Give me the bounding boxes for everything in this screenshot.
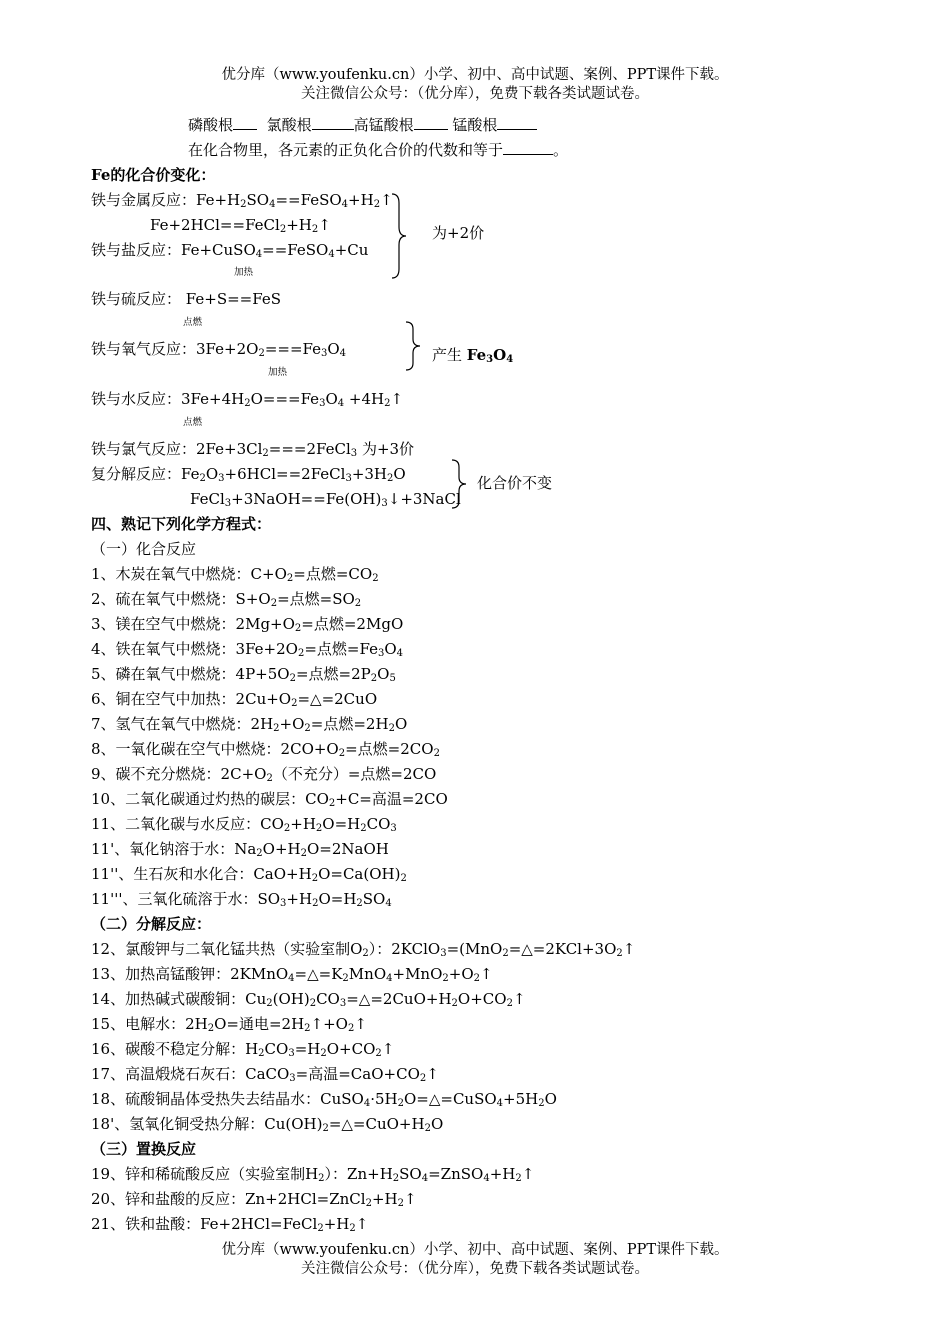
blank <box>233 116 257 130</box>
equation-18a: 18'、氢氧化铜受热分解：$Cu(OH)_2=\triangle=CuO+H_2O$ <box>91 1115 444 1134</box>
brace-icon <box>390 193 408 279</box>
equation-3: 3、镁在空气中燃烧：$2Mg+O_2=$点燃=2MgO <box>91 615 404 634</box>
equation-11b: 11''、生石灰和水化合：$CaO+H_2O=Ca(OH)_2$ <box>91 865 407 884</box>
condition-ignite: 点燃 <box>183 417 203 428</box>
blank <box>414 116 448 130</box>
double-decomposition-label: 复分解反应： <box>91 465 182 483</box>
equation-19: 19、锌和稀硫酸反应（实验室制$H_2$）：$Zn+H_2SO_4=ZnSO_4+H_2↑$ <box>91 1165 535 1184</box>
fe-oxygen-label: 铁与氧气反应： <box>91 340 197 358</box>
equation-11: 11、二氧化碳与水反应：$CO_2+H_2O=H_2CO_3$ <box>91 815 397 834</box>
blank <box>312 116 354 130</box>
header-line-1: 优分库（www.youfenku.cn）小学、初中、高中试题、案例、PPT课件下载。 <box>221 67 729 83</box>
footer-line-1: 优分库（www.youfenku.cn）小学、初中、高中试题、案例、PPT课件下载。 <box>221 1242 729 1258</box>
double-decomposition-2: $FeCl_3+3NaOH==Fe(OH)_3↓+3NaCl$ <box>190 490 461 509</box>
note-produce-fe3o4: 产生 $Fe_3O_4$ <box>432 346 514 365</box>
valence-sum-text: 在化合物里，各元素的正负化合价的代数和等于 <box>188 141 504 159</box>
fe-salt-label: 铁与盐反应： <box>91 241 182 259</box>
radical-manganate: 锰酸根 <box>452 116 498 134</box>
equation-7: 7、氢气在氧气中燃烧：$2H_2+O_2=$点燃$=2H_2O$ <box>91 715 408 734</box>
fe-sulfur-label: 铁与硫反应： <box>91 290 182 308</box>
page-header <box>0 66 950 104</box>
fe-hcl-reaction: $Fe+2HCl==FeCl_2+H_2↑$ <box>150 216 331 235</box>
condition-heat: 加热 <box>234 267 254 278</box>
condition-heat: 加热 <box>268 367 288 378</box>
note-valence-unchanged: 化合价不变 <box>477 474 553 492</box>
radical-phosphate: 磷酸根 <box>188 116 234 134</box>
fe-sulfur-reaction: 铁与硫反应： Fe+S==FeS <box>91 290 281 308</box>
equation-20: 20、锌和盐酸的反应：$Zn+2HCl=ZnCl_2+H_2↑$ <box>91 1190 417 1209</box>
equation-18: 18、硫酸铜晶体受热失去结晶水：$CuSO_4\cdot 5H_2O=\triangle=CuSO_4+5H_2O$ <box>91 1090 557 1109</box>
equation-11c: 11'''、三氧化硫溶于水：$SO_3+H_2O=H_2SO_4$ <box>91 890 392 909</box>
fe-water-reaction: 铁与水反应：$3Fe+4H_2O===Fe_3O_4$ $+4H_2↑$ <box>91 390 404 409</box>
equation-11a: 11'、氧化钠溶于水：$Na_2O+H_2O=2NaOH$ <box>91 840 389 859</box>
equation-1: 1、木炭在氧气中燃烧：$C+O_2=$点燃$=CO_2$ <box>91 565 379 584</box>
radical-permanganate: 高锰酸根 <box>353 116 414 134</box>
equation-5: 5、磷在氧气中燃烧：$4P+5O_2=$点燃$=2P_2O_5$ <box>91 665 396 684</box>
brace-icon <box>450 459 468 509</box>
blank <box>503 141 553 155</box>
equation-14: 14、加热碱式碳酸铜：$Cu_2(OH)_2CO_3=\triangle=2CuO+H_2O+CO_2↑$ <box>91 990 526 1009</box>
equation-16: 16、碳酸不稳定分解：$H_2CO_3=H_2O+CO_2↑$ <box>91 1040 395 1059</box>
radical-chlorate: 氯酸根 <box>266 116 312 134</box>
part-2-heading: （二）分解反应： <box>91 915 212 933</box>
equation-15: 15、电解水：$2H_2O=$通电$=2H_2↑+O_2↑$ <box>91 1015 367 1034</box>
equation-8: 8、一氧化碳在空气中燃烧：$2CO+O_2=$点燃$=2CO_2$ <box>91 740 440 759</box>
fe-chlorine-label: 铁与氯气反应： <box>91 440 197 458</box>
fe-oxygen-reaction: 铁与氧气反应：$3Fe+2O_2===Fe_3O_4$ <box>91 340 347 359</box>
note-plus-2-valence: 为+2价 <box>432 224 485 242</box>
fe-salt-reaction: 铁与盐反应：Fe+CuSO$_4$==FeSO$_4$+Cu <box>91 241 369 260</box>
part-1-heading: （一）化合反应 <box>91 540 197 558</box>
fe-metal-reaction: 铁与金属反应：$Fe+H_2SO_4==FeSO_4+H_2↑$ <box>91 191 393 210</box>
equation-12: 12、氯酸钾与二氧化锰共热（实验室制$O_2$）：$2KClO_3=(MnO_2=\triangle=2KCl+3O_2↑$ <box>91 940 636 959</box>
valence-sum-line: 在化合物里，各元素的正负化合价的代数和等于 。 <box>188 141 569 159</box>
equation-21: 21、铁和盐酸：$Fe+2HCl=FeCl_2+H_2↑$ <box>91 1215 369 1234</box>
equation-4: 4、铁在氧气中燃烧：$3Fe+2O_2=$点燃$=Fe_3O_4$ <box>91 640 404 659</box>
equation-9: 9、碳不充分燃烧：$2C+O_2$（不充分）=点燃=2CO <box>91 765 437 784</box>
equation-17: 17、高温煅烧石灰石：CaCO$_3$=高温$=CaO+CO_2↑$ <box>91 1065 439 1084</box>
fe-section-title: Fe的化合价变化： <box>91 166 216 184</box>
equation-6: 6、铜在空气中加热：$2Cu+O_2=\triangle=2CuO$ <box>91 690 378 709</box>
part-3-heading: （三）置换反应 <box>91 1140 197 1158</box>
equation-13: 13、加热高锰酸钾：$2KMnO_4=\triangle=K_2MnO_4+MnO_2+O_2↑$ <box>91 965 493 984</box>
equation-2: 2、硫在氧气中燃烧：$S+O_2=$点燃$=SO_2$ <box>91 590 362 609</box>
double-decomposition-1: 复分解反应：$Fe_2O_3+6HCl==2FeCl_3+3H_2O$ <box>91 465 406 484</box>
fe-chlorine-reaction: 铁与氯气反应：$2Fe+3Cl_2===2FeCl_3$ 为+3价 <box>91 440 415 459</box>
fe-metal-label: 铁与金属反应： <box>91 191 197 209</box>
equation-10: 10、二氧化碳通过灼热的碳层：$CO_2+C=$高温=2CO <box>91 790 448 809</box>
blank <box>497 116 537 130</box>
condition-ignite: 点燃 <box>183 317 203 328</box>
brace-icon <box>404 321 422 371</box>
note-produce-prefix: 产生 <box>432 346 463 364</box>
fe-water-label: 铁与水反应： <box>91 390 182 408</box>
radical-fill-line <box>188 114 537 136</box>
page-footer <box>0 1241 950 1279</box>
section-4-title: 四、熟记下列化学方程式： <box>91 515 272 533</box>
footer-line-2: 关注微信公众号：（优分库），免费下载各类试题试卷。 <box>301 1261 649 1277</box>
header-line-2: 关注微信公众号：（优分库），免费下载各类试题试卷。 <box>301 86 649 102</box>
